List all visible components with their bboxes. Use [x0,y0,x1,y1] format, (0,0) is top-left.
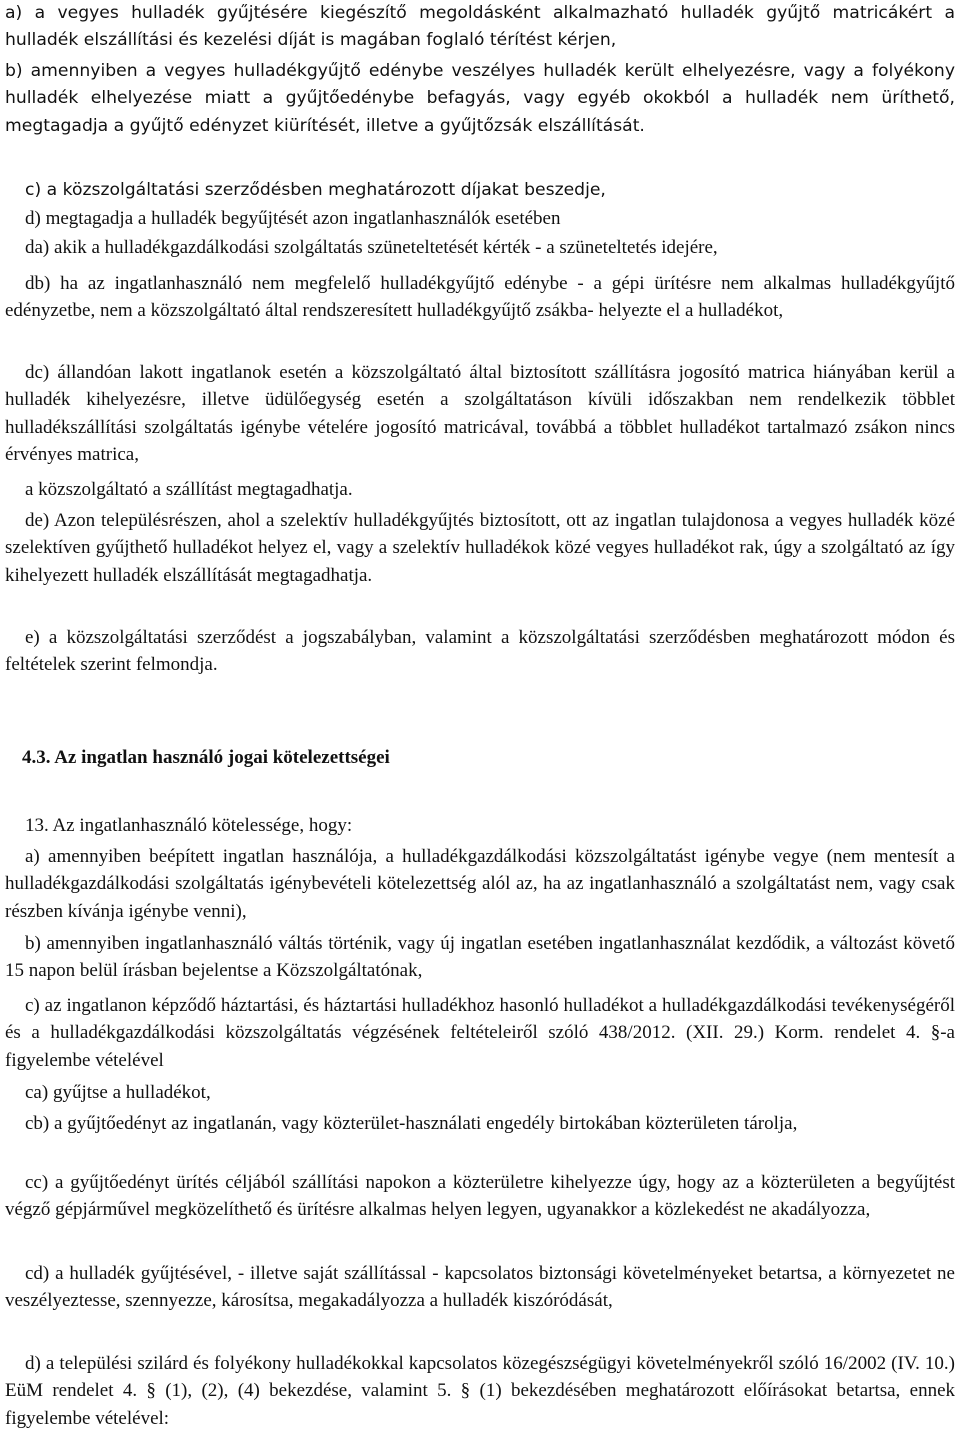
item-e: e) a közszolgáltatási szerződést a jogszabályban, valamint a közszolgáltatási szerződésben meghatározott módon és feltételek szerint felmondja. [5,627,955,676]
item-b: b) amennyiben a vegyes hulladékgyűjtő edénybe veszélyes hulladék került elhelyezésre, vagy a folyékony hulladék elhelyezése miatt a gyűjtőedénybe befagyás, vagy egyéb okokból a hulladék nem üríthető, megtagadja a gyűjtő edényzet kiürítését, illetve a gyűjtőzsák elszállítását. [5,61,955,136]
item-dc: dc) állandóan lakott ingatlanok esetén a közszolgáltató által biztosított szállításra jogosító matrica hiányában kerül a hulladék kihelyezésre, illetve üdülőegység esetén a szolgáltatáson kívüli időszakban nem rendelkezik többlet hulladékszállítási szolgáltatás igénybe vételére jogosító matricával, továbbá a többlet hulladékot tartalmazó zsákon nincs érvényes matrica, [5,362,955,465]
section-13-lead: 13. Az ingatlanhasználó kötelessége, hogy: [25,815,353,836]
section-13-item-cd: cd) a hulladék gyűjtésével, - illetve saját szállítással - kapcsolatos biztonsági követelményeket betartsa, a környezetet ne veszélyeztesse, szennyezze, károsítsa, megakadályozza a hulladék kiszóródását, [5,1263,955,1312]
item-da: da) akik a hulladékgazdálkodási szolgáltatás szüneteltetését kérték - a szüneteltetés idejére, [25,237,718,258]
section-13-item-d: d) a települési szilárd és folyékony hulladékokkal kapcsolatos közegészségügyi követelményekről szóló 16/2002 (IV. 10.) EüM rendelet 4. § (1), (2), (4) bekezdése, valamint 5. § (1) bekezdésében meghatározott előírásokat betartsa, ennek figyelembe vételével: [5,1353,955,1429]
item-d: d) megtagadja a hulladék begyűjtését azon ingatlanhasználók esetében [25,208,561,229]
section-13-item-cc: cc) a gyűjtőedényt ürítés céljából szállítási napokon a közterületre kihelyezze úgy, hogy az a közterületen a begyűjtést végző gépjárművel megközelíthető és ürítésre alkalmas helyen legyen, ugyanakkor a közlekedést ne akadályozza, [5,1172,955,1221]
section-13-item-cb: cb) a gyűjtőedényt az ingatlanán, vagy közterület-használati engedély birtokában közterületen tárolja, [25,1113,798,1134]
section-13-item-a: a) amennyiben beépített ingatlan használója, a hulladékgazdálkodási közszolgáltatást igénybe vegye (nem mentesít a hulladékgazdálkodási szolgáltatás igénybevételi kötelezettség alól az, ha az ingatlanhasználó a szolgáltatást nem, vagy csak részben kívánja igénybe venni), [5,846,955,922]
item-dc-conclusion: a közszolgáltató a szállítást megtagadhatja. [25,479,353,500]
section-13-item-c: c) az ingatlanon képződő háztartási, és háztartási hulladékhoz hasonló hulladékot a hulladékgazdálkodási tevékenységéről és a hulladékgazdálkodási közszolgáltatás végzésének feltételeiről szóló 438/2012. (XII. 29.) Korm. rendelet 4. §-a figyelembe vételével [5,995,955,1071]
section-heading: 4.3. Az ingatlan használó jogai kötelezettségei [22,747,390,768]
item-db: db) ha az ingatlanhasználó nem megfelelő hulladékgyűjtő edénybe - a gépi ürítésre nem alkalmas hulladékgyűjtő edényzetbe, nem a közszolgáltató által rendszeresített hulladékgyűjtő zsákba- helyezte el a hulladékot, [5,273,955,322]
section-13-item-ca: ca) gyűjtse a hulladékot, [25,1082,211,1103]
item-c: c) a közszolgáltatási szerződésben meghatározott díjakat beszedje, [25,180,606,200]
section-13-item-b: b) amennyiben ingatlanhasználó váltás történik, vagy új ingatlan esetében ingatlanhasználat kezdődik, a változást követő 15 napon belül írásban bejelentse a Közszolgáltatónak, [5,933,955,982]
item-de: de) Azon településrészen, ahol a szelektív hulladékgyűjtés biztosított, ott az ingatlan tulajdonosa a vegyes hulladék közé szelektíven gyűjthető hulladékot helyez el, vagy a szelektív hulladékok közé vegyes hulladékot rak, úgy a szolgáltató az így kihelyezett hulladék elszállítását megtagadhatja. [5,510,955,586]
item-a: a) a vegyes hulladék gyűjtésére kiegészítő megoldásként alkalmazható hulladék gyűjtő matricákért a hulladék elszállítási és kezelési díját is magában foglaló térítést kérjen, [5,3,955,51]
